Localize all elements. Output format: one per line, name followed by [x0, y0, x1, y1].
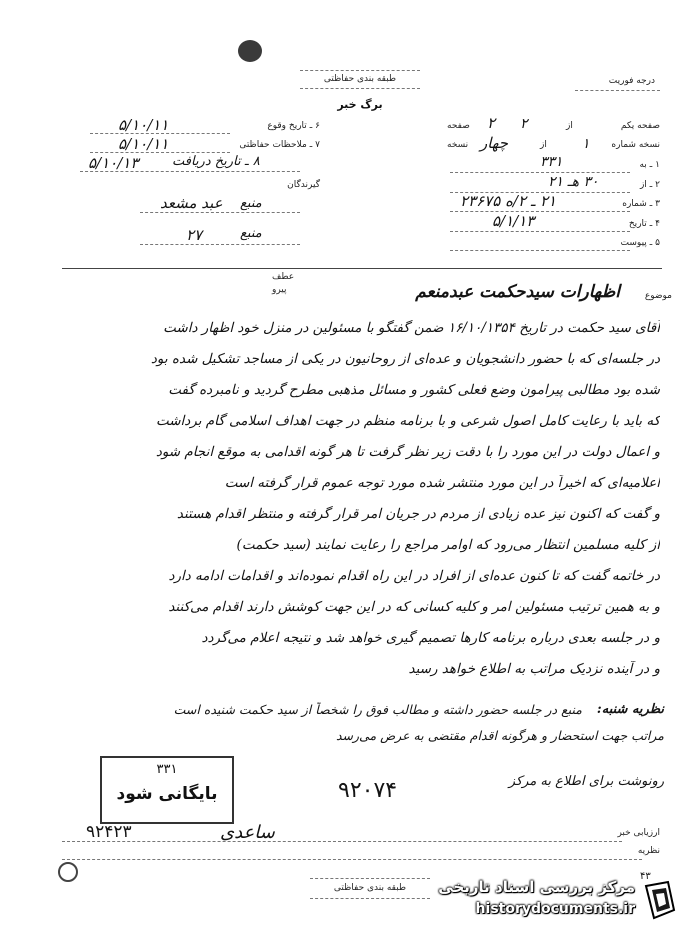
- classification-top: طبقه بندی حفاظتی: [323, 74, 397, 84]
- attach-label: ۵ ـ پیوست: [620, 238, 660, 248]
- peyro-label: پیرو: [272, 285, 287, 295]
- page-unit: صفحه: [447, 121, 470, 131]
- receiver-2-value: ۲۷: [186, 226, 203, 244]
- body-line: اعلامیه‌ای که اخیراً در این مورد منتشر شده مورد توجه عموم قرار گرفته است: [224, 475, 660, 491]
- note-line-1: منبع در جلسه حضور داشته و مطالب فوق را شخصاً از سید حکمت شنیده است: [173, 702, 582, 717]
- from-value: ۳۰ هـ ۲۱: [548, 174, 599, 190]
- remarks-label: ۷ ـ ملاحظات حفاظتی: [239, 140, 320, 150]
- body-line: و به همین ترتیب مسئولین امر و کلیه کسانی که در این جهت کوشش دارند اقدام می‌کنند: [168, 599, 660, 615]
- number-value: ۲۱ ـ ۲/ه ۲۳۶۷۵: [460, 192, 557, 210]
- receive-label: ۸ ـ تاریخ دریافت: [172, 154, 260, 169]
- copy-of-value: چهار: [480, 134, 509, 152]
- punch-hole-top: [238, 40, 262, 62]
- stamp-number: ۳۳۱: [156, 762, 178, 777]
- remarks-value: ۵/۱۰/۱۱: [118, 135, 169, 153]
- stamp-code: ۹۲۰۷۴: [338, 778, 398, 803]
- receiver-1: منبع: [240, 196, 262, 211]
- archive-stamp: [100, 756, 234, 824]
- body-line: و اعمال دولت در این مورد را با دقت زیر نظر گرفت تا هر گونه اقدامی به موقع انجام شود: [155, 444, 660, 460]
- body-line: در جلسه‌ای که با حضور دانشجویان و عده‌ای از روحانیون در یکی از مساجد تشکیل شده بود: [150, 351, 660, 367]
- to-label: ۱ ـ به: [639, 160, 660, 170]
- file-number: ۹۲۴۲۳: [86, 822, 132, 842]
- number-label: ۳ ـ شماره: [622, 199, 660, 209]
- copy-value: ۱: [582, 136, 590, 152]
- priority-label: درجه فوریت: [608, 76, 655, 86]
- page-marker: ۴۳: [640, 871, 651, 882]
- body-line: و در آینده نزدیک مراتب به اطلاع خواهد رسید: [408, 661, 660, 677]
- page-of: از: [566, 121, 573, 131]
- body-line: از کلیه مسلمین انتظار می‌رود که اوامر مراجع را رعایت نمایند (سید حکمت): [236, 537, 660, 553]
- body-line: در خاتمه گفت که تا کنون عده‌ای از افراد در این راه اقدام نموده‌اند و اقدامات ادامه دارد: [168, 568, 660, 584]
- signature-name: ساعدی: [220, 822, 275, 843]
- stamp-text: بایگانی شود: [116, 784, 218, 804]
- header-divider: [62, 268, 662, 269]
- event-date-value: ۵/۱۰/۱۱: [118, 116, 169, 134]
- page-label: صفحه یکم: [620, 121, 660, 131]
- to-value: ۳۳۱: [540, 154, 563, 170]
- from-label: ۲ ـ از: [639, 180, 660, 190]
- note-line-2: مراتب جهت استحضار و هرگونه اقدام مقتضی به عرض می‌رسد: [335, 728, 664, 743]
- watermark-logo: [640, 880, 678, 920]
- body-line: و در جلسه بعدی درباره برنامه کارها تصمیم گیری خواهد شد و نتیجه اعلام می‌گردد: [201, 630, 660, 646]
- subject-value: اظهارات سیدحکمت عبدمنعم: [415, 282, 620, 302]
- body-line: آقای سید حکمت در تاریخ ۱۶/۱۰/۱۳۵۴ ضمن گفتگو با مسئولین در منزل خود اظهار داشت: [163, 320, 660, 336]
- copy-of: از: [540, 140, 547, 150]
- signoff-text: رونوشت برای اطلاع به مرکز: [508, 774, 664, 789]
- copy-label: نسخه شماره: [611, 140, 660, 150]
- receive-value: ۵/۱۰/۱۳: [88, 154, 139, 172]
- evaluation-label: ارزیابی خبر: [617, 828, 660, 838]
- page-of-value: ۲: [520, 116, 528, 132]
- body-line: شده بود مطالبی پیرامون وضع فعلی کشور و مسائل مذهبی مطرح گردید و نامبرده گفت: [168, 382, 660, 398]
- body-line: که باید با رعایت کامل اصول شرعی و با برنامه منظم در جهت اهداف اسلامی گام برداشت: [155, 413, 660, 429]
- date-value: ۵/۱/۱۳: [492, 212, 535, 230]
- receiver-2: منبع: [240, 226, 262, 241]
- classification-bottom: طبقه بندی حفاظتی: [333, 883, 407, 893]
- copy-unit: نسخه: [447, 140, 469, 150]
- punch-hole-bottom: [58, 862, 78, 882]
- date-label: ۴ ـ تاریخ: [628, 219, 660, 229]
- page-number-value: ۲: [487, 114, 496, 132]
- opinion-label: نظریه: [637, 846, 660, 856]
- watermark-title: مرکز بررسی اسناد تاریخی: [438, 878, 635, 896]
- form-title: برگ خبر: [337, 98, 383, 111]
- event-date-label: ۶ ـ تاریخ وقوع: [267, 121, 320, 131]
- subject-label: موضوع: [644, 291, 672, 301]
- body-line: و گفت که اکنون نیز عده زیادی از مردم در جریان امر قرار گرفته و منتظر اقدام هستند: [176, 506, 660, 522]
- receivers-label: گیرندگان: [287, 180, 320, 190]
- atf-label: عطف: [272, 272, 295, 282]
- watermark-url: historydocuments.ir: [475, 901, 635, 917]
- receiver-1-value: عبد مشعد: [160, 194, 223, 212]
- note-label: نظریه شنبه:: [596, 702, 664, 717]
